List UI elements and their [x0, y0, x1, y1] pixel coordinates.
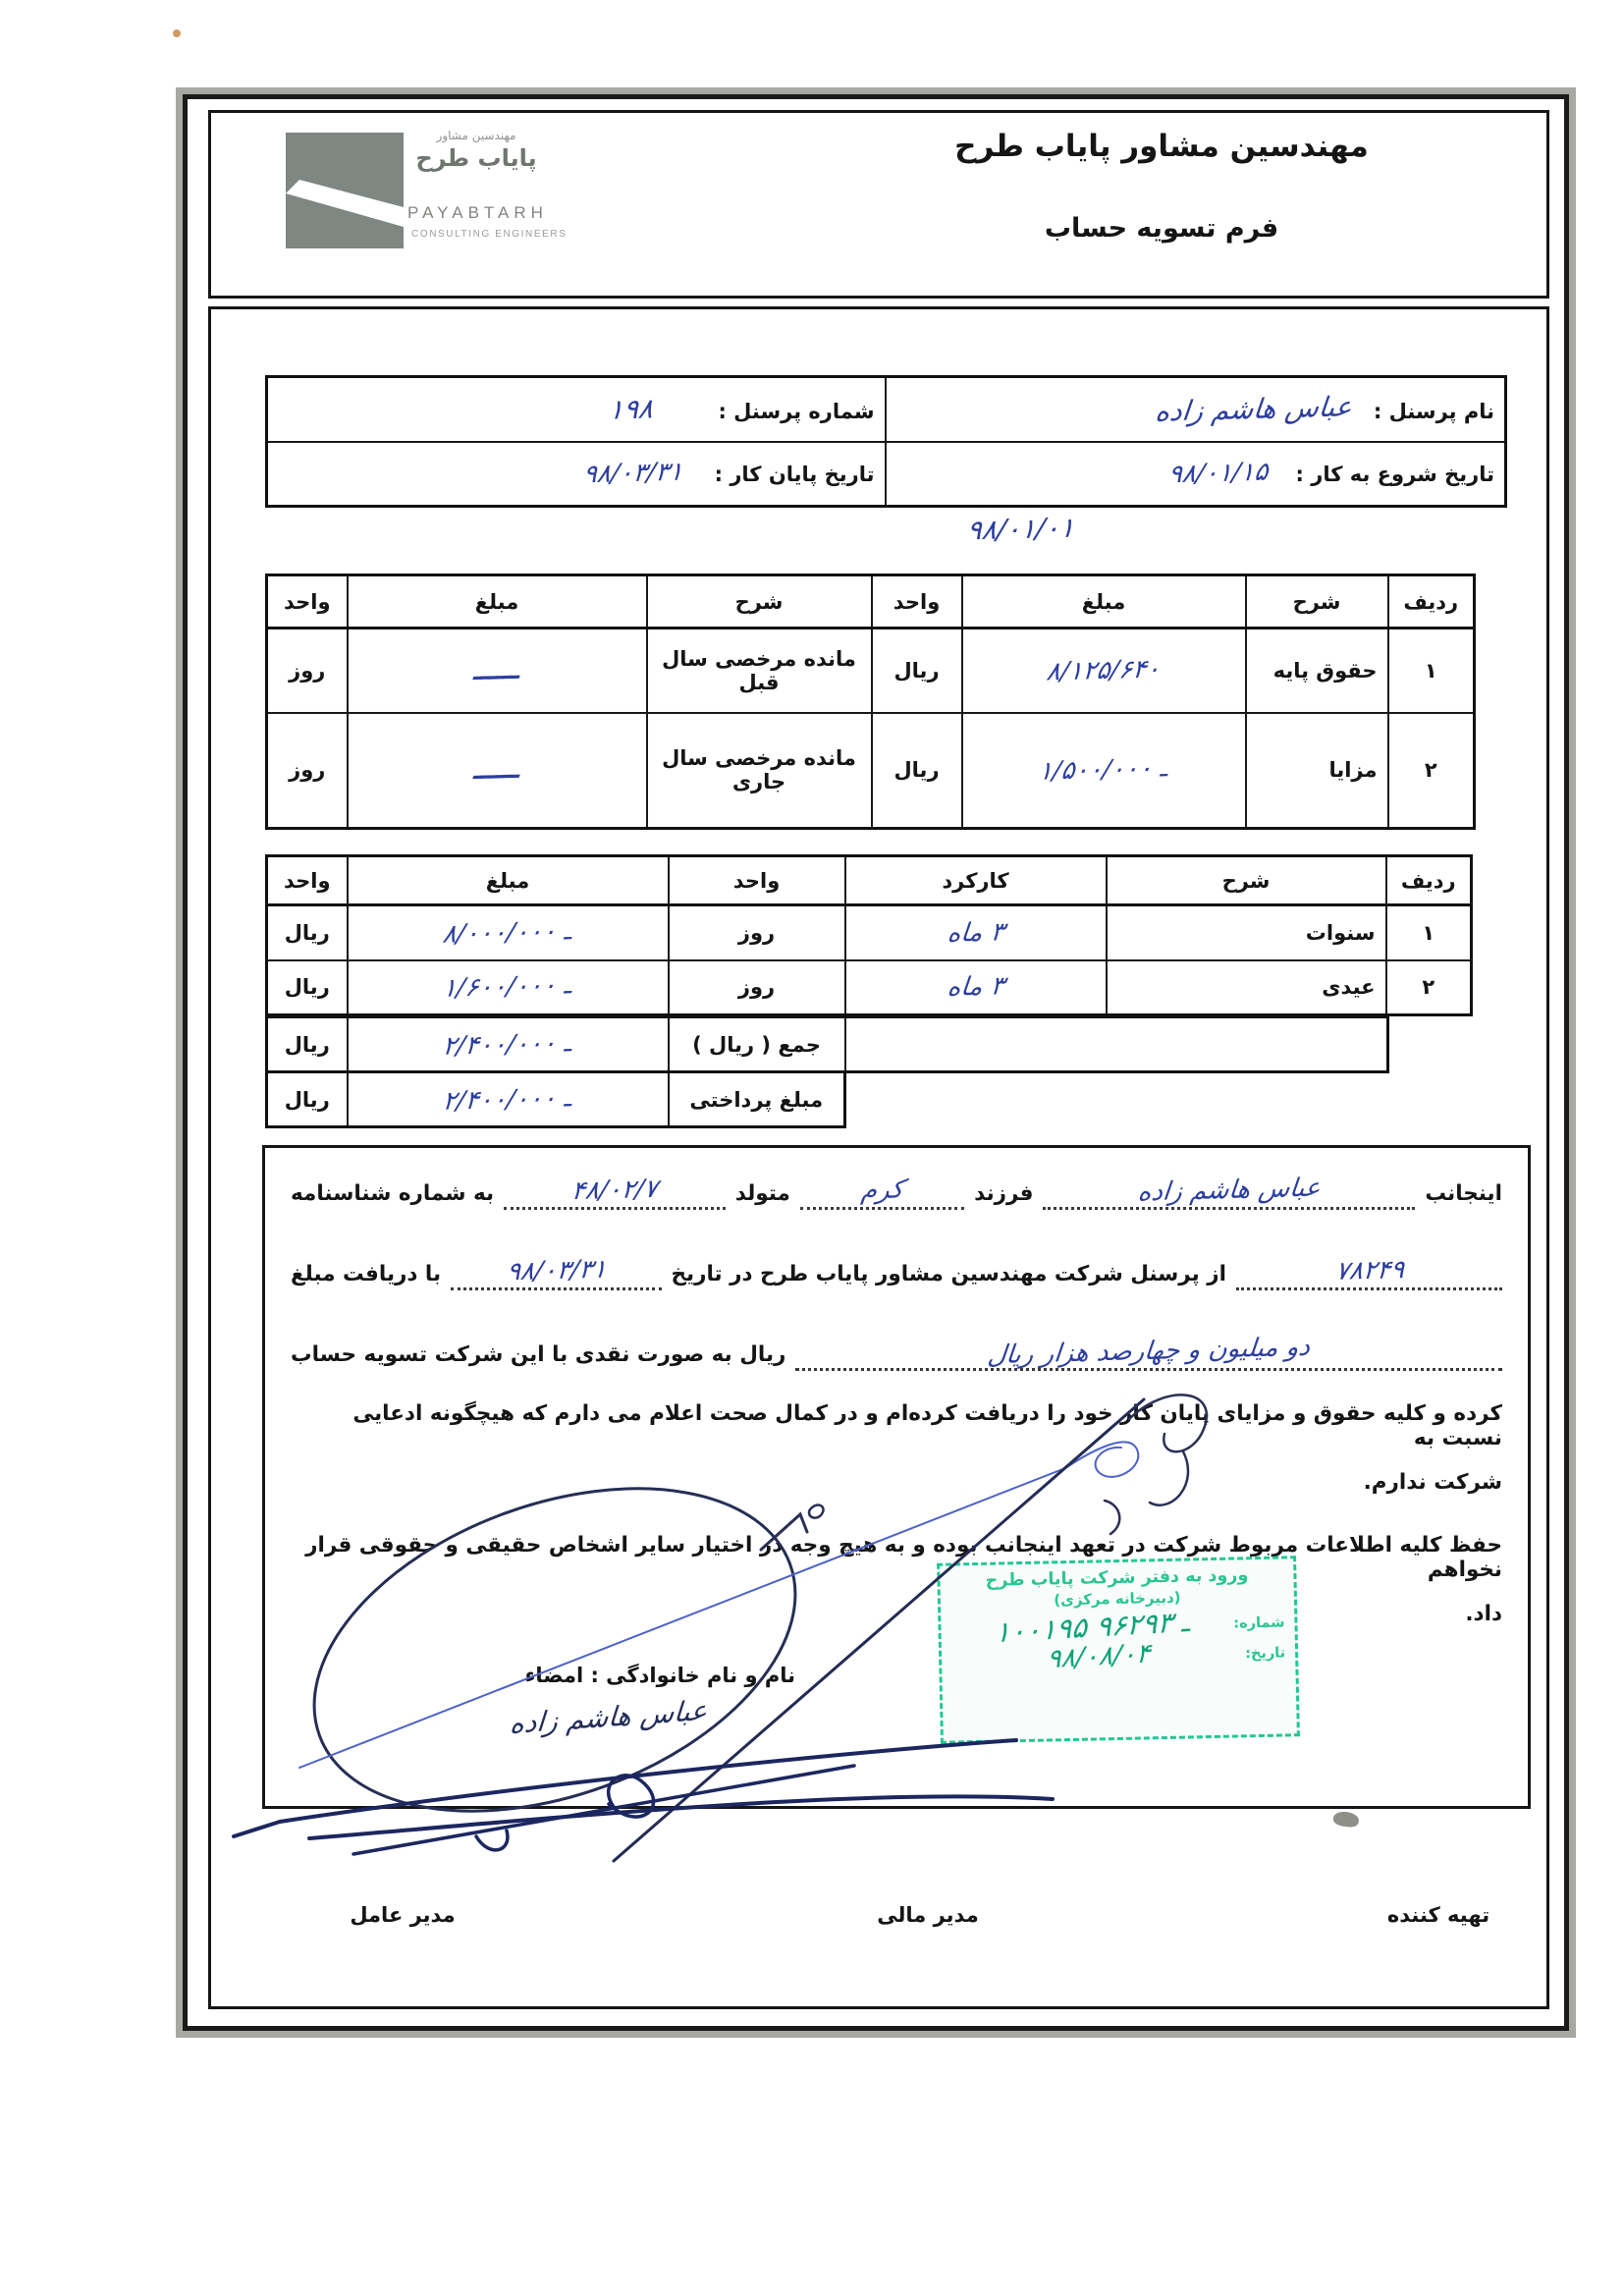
start-date-cell [886, 442, 1506, 507]
start-date-value: ۹۸/۰۱/۱۵ [1165, 457, 1270, 490]
personnel-name-cell [886, 377, 1506, 442]
leave-r2-desc1: مزایا [1246, 713, 1388, 829]
pay-header-desc: شرح [1107, 856, 1386, 905]
pay-header-unit1: واحد [669, 856, 845, 905]
leave-header-amount2: مبلغ [348, 575, 647, 629]
scan-speck [173, 29, 181, 37]
leave-r2-no: ۲ [1388, 713, 1475, 829]
blank-settle-date [451, 1254, 661, 1290]
decl-text: اینجانب [1425, 1181, 1502, 1206]
leave-r1-amount1: ۸/۱۲۵/۶۴۰ [1045, 654, 1163, 687]
leave-r1-unit2: روز [267, 629, 348, 713]
leave-r2-amount2: ــــــ [472, 754, 521, 786]
pay-r1-unit1: روز [669, 905, 845, 960]
declaration-line-5: شرکت ندارم. [1363, 1470, 1502, 1495]
blank-amount-words [795, 1332, 1502, 1371]
pay-r1-desc: سنوات [1107, 905, 1386, 960]
decl-text: متولد [734, 1181, 790, 1206]
declaration-line-3 [291, 1332, 1502, 1371]
pay-r2-amount: ۱/۶۰۰/۰۰۰ ـ [441, 970, 574, 1004]
table-row [267, 960, 1472, 1015]
table-row [267, 629, 1475, 713]
footer-preparer-label: تهیه کننده [1386, 1903, 1490, 1927]
pay-r1-unit2: ریال [267, 905, 348, 960]
decl-text: فرزند [974, 1181, 1034, 1206]
table-row [267, 713, 1475, 829]
pay-r2-desc: عیدی [1107, 960, 1386, 1015]
total-empty-cell [845, 1017, 1388, 1072]
decl-text: به شماره شناسنامه [291, 1181, 495, 1206]
decl-name-value: عباس هاشم زاده [1136, 1173, 1323, 1208]
paid-label: مبلغ پرداختی [669, 1072, 845, 1127]
company-logo-icon [286, 133, 404, 248]
personnel-number-label: شماره پرسنل : [718, 400, 875, 424]
leave-r1-unit1: ریال [872, 629, 962, 713]
personnel-name-label: نام پرسنل : [1373, 400, 1494, 424]
leave-r1-desc1: حقوق پایه [1246, 629, 1388, 713]
leave-r1-amount2: ــــــ [472, 655, 521, 686]
signature-label: نام و نام خانوادگی : امضاء [524, 1664, 795, 1687]
personnel-number-cell [267, 377, 886, 442]
pay-header-rowno: ردیف [1386, 856, 1472, 905]
paid-unit: ریال [267, 1072, 348, 1127]
pay-r1-work: ۳ ماه [946, 916, 1005, 949]
table-row [267, 905, 1472, 960]
paid-amount: ۲/۴۰۰/۰۰۰ ـ [441, 1082, 574, 1117]
decl-id-value: ۷۸۲۴۹ [1333, 1255, 1406, 1286]
leave-header-amount1: مبلغ [962, 575, 1246, 629]
logo-latin-name: PAYABTARH [407, 203, 548, 222]
leave-header-desc2: شرح [647, 575, 872, 629]
decl-text: از پرسنل شرکت مهندسین مشاور پایاب طرح در تاریخ [671, 1262, 1226, 1286]
pen-signature [226, 1375, 1306, 1876]
leave-r2-unit2: روز [267, 713, 348, 829]
total-label: جمع ( ریال ) [669, 1017, 845, 1072]
pay-r2-unit1: روز [669, 960, 845, 1015]
stamp-number-label: شماره: [1233, 1614, 1285, 1632]
blank-birthdate [504, 1174, 726, 1210]
leave-r2-unit1: ریال [872, 713, 962, 829]
stamp-date-value: ۹۸/۰۸/۰۴ [1046, 1638, 1152, 1675]
start-date-correction: ۹۸/۰۱/۰۱ [965, 511, 1076, 547]
paid-row [265, 1070, 846, 1128]
decl-text: با دریافت مبلغ [291, 1262, 442, 1286]
personnel-name-value: عباس هاشم زاده [1153, 390, 1354, 428]
end-date-label: تاریخ پایان کار : [714, 463, 875, 487]
declaration-line-6: حفظ کلیه اطلاعات مربوط شرکت در تعهد اینجانب بوده و به هیچ وجه در اختیار سایر اشخاص حقیقی و حقوقی قرار نخواهم [305, 1533, 1502, 1582]
leave-header-unit1: واحد [872, 575, 962, 629]
decl-date-value: ۹۸/۰۳/۳۱ [505, 1254, 608, 1287]
pay-header-work: کارکرد [845, 856, 1107, 905]
stamp-date-label: تاریخ: [1245, 1644, 1286, 1662]
start-date-label: تاریخ شروع به کار : [1295, 463, 1494, 487]
pay-header-amount: مبلغ [348, 856, 669, 905]
leave-header-unit2: واحد [267, 575, 348, 629]
decl-birth-value: ۴۸/۰۲/۷ [569, 1174, 660, 1207]
pay-r1-no: ۱ [1386, 905, 1472, 960]
logo-persian-name: پایاب طرح [415, 144, 537, 172]
personnel-number-value: ۱۹۸ [606, 392, 655, 426]
total-unit: ریال [267, 1017, 348, 1072]
blank-name [1043, 1173, 1415, 1210]
pay-r2-no: ۲ [1386, 960, 1472, 1015]
payment-table [265, 854, 1473, 1016]
declaration-line-4: کرده و کلیه حقوق و مزایای پایان کار خود را دریافت کرده‌ام و در کمال صحت اعلام می دارم که هیچگونه ادعایی نسبت به [352, 1401, 1502, 1450]
logo-latin-subtitle: CONSULTING ENGINEERS [411, 229, 568, 240]
leave-header-rowno: ردیف [1388, 575, 1475, 629]
form-subtitle: فرم تسویه حساب [1044, 213, 1279, 244]
stamp-title: ورود به دفتر شرکت پایاب طرح [985, 1565, 1249, 1591]
declaration-line-1 [291, 1173, 1502, 1210]
total-row [265, 1015, 1389, 1073]
blank-id-number [1236, 1255, 1502, 1290]
pay-r2-unit2: ریال [267, 960, 348, 1015]
footer-finance-manager-label: مدیر مالی [877, 1903, 979, 1927]
form-title: مهندسین مشاور پایاب طرح [954, 129, 1369, 164]
decl-amount-words: دو میلیون و چهارصد هزار ریال [986, 1332, 1313, 1371]
footer-managing-director-label: مدیر عامل [350, 1903, 456, 1927]
blank-father [800, 1177, 964, 1210]
leave-r1-desc2: مانده مرخصی سال قبل [647, 629, 872, 713]
personnel-table [265, 375, 1507, 508]
decl-father-value: کرم [859, 1175, 905, 1206]
signature-handwritten-name: عباس هاشم زاده [509, 1694, 709, 1740]
pay-r2-work: ۳ ماه [946, 971, 1005, 1004]
leave-r2-amount1: ۱/۵۰۰/۰۰۰ ـ [1037, 753, 1170, 787]
stamp-subtitle: (دبیرخانه مرکزی) [1054, 1588, 1181, 1610]
pay-r1-amount: ۸/۰۰۰/۰۰۰ ـ [441, 916, 574, 950]
leave-r2-desc2: مانده مرخصی سال جاری [647, 713, 872, 829]
declaration-line-7: داد. [1465, 1602, 1502, 1626]
leave-table [265, 574, 1476, 830]
declaration-line-2 [291, 1254, 1502, 1290]
stamp-number-value: ۱۰۰۱۹۵ ـ ۹۶۲۹۳ [994, 1604, 1191, 1650]
header-box [208, 110, 1549, 299]
leave-header-desc1: شرح [1246, 575, 1388, 629]
end-date-value: ۹۸/۰۳/۳۱ [581, 457, 684, 490]
leave-r1-no: ۱ [1388, 629, 1475, 713]
logo-persian-small: مهندسین مشاور [436, 129, 516, 142]
total-amount: ۲/۴۰۰/۰۰۰ ـ [441, 1027, 574, 1062]
end-date-cell [267, 442, 886, 507]
decl-text: ریال به صورت نقدی با این شرکت تسویه حساب [291, 1342, 786, 1367]
pay-header-unit2: واحد [267, 856, 348, 905]
